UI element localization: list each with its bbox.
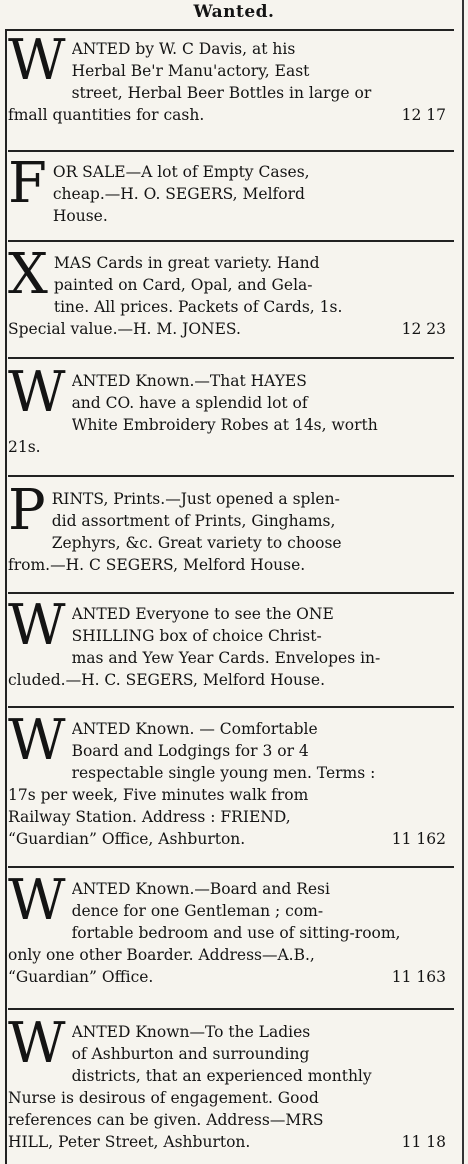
ad-line: RINTS, Prints.—Just opened a splen-: [51, 490, 340, 508]
ad-reference-number: 12 23: [401, 320, 446, 338]
ad-line-text: fmall quantities for cash.: [8, 106, 205, 124]
ad-line: painted on Card, Opal, and Gela-: [53, 276, 313, 294]
ad-line: mas and Yew Year Cards. Envelopes in-: [71, 649, 381, 667]
advertisement: [8, 161, 446, 227]
ad-line: respectable single young men. Terms :: [71, 764, 376, 782]
ad-divider: [8, 866, 454, 868]
heading-rule: [5, 29, 454, 31]
ad-line: MAS Cards in great variety. Hand: [53, 254, 320, 272]
ad-line: SHILLING box of choice Christ-: [71, 627, 322, 645]
ad-line: House.: [52, 207, 108, 225]
drop-cap: W: [8, 718, 66, 773]
ad-line-text: “Guardian” Office.: [8, 968, 154, 986]
ad-line: Railway Station. Address : FRIEND,: [8, 808, 291, 826]
ad-line: ANTED Known.—That HAYES: [71, 372, 307, 390]
advertisement: [8, 878, 446, 988]
ad-divider: [8, 592, 454, 594]
ad-line: tine. All prices. Packets of Cards, 1s.: [53, 298, 343, 316]
ad-divider: [8, 1008, 454, 1010]
ad-line: [8, 318, 446, 340]
drop-cap: X: [8, 252, 48, 307]
advertisement: [8, 38, 446, 126]
ad-line: 17s per week, Five minutes walk from: [8, 786, 309, 804]
ad-line: Herbal Be'r Manu'actory, East: [71, 62, 310, 80]
ad-line: ANTED Known. — Comfortable: [71, 720, 318, 738]
ad-line: ANTED Everyone to see the ONE: [71, 605, 334, 623]
ad-divider: [8, 475, 454, 477]
advertisement: [8, 252, 446, 340]
ad-line-text: Special value.—H. M. JONES.: [8, 320, 241, 338]
drop-cap: F: [8, 161, 47, 216]
ad-line: of Ashburton and surrounding: [71, 1045, 310, 1063]
ad-divider: [8, 240, 454, 242]
ad-line: districts, that an experienced monthly: [71, 1067, 372, 1085]
ad-divider: [8, 150, 454, 152]
ad-line: fortable bedroom and use of sitting-room,: [71, 924, 401, 942]
ad-line: from.—H. C SEGERS, Melford House.: [8, 556, 306, 574]
ad-reference-number: 12 17: [401, 106, 446, 124]
drop-cap: W: [8, 38, 66, 93]
ad-line: dence for one Gentleman ; com-: [71, 902, 324, 920]
column-left-rule: [5, 30, 7, 1164]
ad-line: [8, 828, 446, 850]
drop-cap: W: [8, 370, 66, 425]
ad-line: Nurse is desirous of engagement. Good: [8, 1089, 319, 1107]
ad-line: ANTED by W. C Davis, at his: [71, 40, 296, 58]
ad-line-text: HILL, Peter Street, Ashburton.: [8, 1133, 251, 1151]
ad-line: ANTED Known—To the Ladies: [71, 1023, 311, 1041]
ad-line: and CO. have a splendid lot of: [71, 394, 308, 412]
ad-line: ANTED Known.—Board and Resi: [71, 880, 330, 898]
ad-line: [8, 104, 446, 126]
advertisement: [8, 488, 446, 576]
ad-line: cluded.—H. C. SEGERS, Melford House.: [8, 671, 326, 689]
ad-line: [8, 1131, 446, 1153]
ad-divider: [8, 357, 454, 359]
ad-reference-number: 11 163: [391, 968, 446, 986]
ad-line-text: “Guardian” Office, Ashburton.: [8, 830, 246, 848]
ad-line: Zephyrs, &c. Great variety to choose: [51, 534, 342, 552]
ad-reference-number: 11 162: [391, 830, 446, 848]
advertisement: [8, 718, 446, 850]
ad-line: [8, 966, 446, 988]
ad-line: only one other Boarder. Address—A.B.,: [8, 946, 315, 964]
ad-divider: [8, 706, 454, 708]
ad-line: did assortment of Prints, Ginghams,: [51, 512, 336, 530]
drop-cap: P: [8, 488, 46, 543]
column-right-rule: [462, 0, 464, 1164]
ad-line: references can be given. Address—MRS: [8, 1111, 324, 1129]
ad-line: 21s.: [8, 438, 41, 456]
ad-line: White Embroidery Robes at 14s, worth: [71, 416, 378, 434]
drop-cap: W: [8, 878, 66, 933]
ad-line: cheap.—H. O. SEGERS, Melford: [52, 185, 305, 203]
ad-line: [72, 82, 446, 104]
advertisement: [8, 603, 446, 691]
advertisement: [8, 1021, 446, 1153]
advertisement: [8, 370, 446, 458]
ad-line: Board and Lodgings for 3 or 4: [71, 742, 309, 760]
ad-line: OR SALE—A lot of Empty Cases,: [52, 163, 310, 181]
drop-cap: W: [8, 1021, 66, 1076]
section-heading: Wanted.: [193, 2, 275, 22]
ad-reference-number: 11 18: [401, 1133, 446, 1151]
drop-cap: W: [8, 603, 66, 658]
ad-line-text: street, Herbal Beer Bottles in large or: [71, 84, 372, 102]
